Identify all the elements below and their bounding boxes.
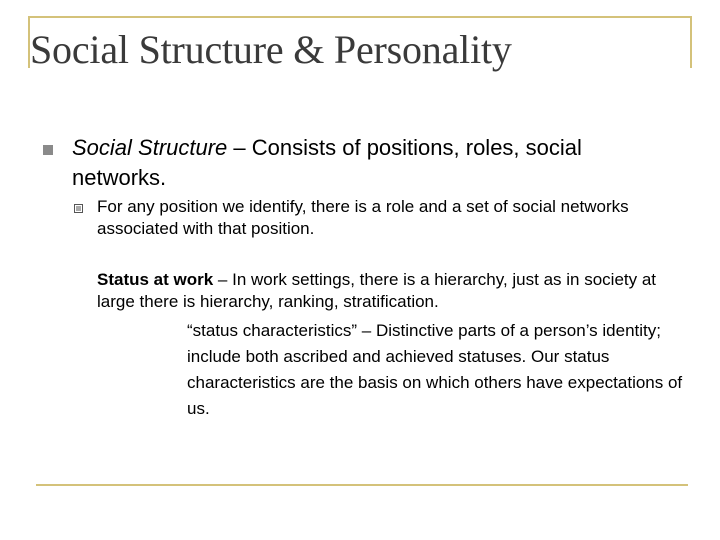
social-structure-definition: – Consists of positions, roles, social networks. bbox=[72, 135, 582, 190]
frame-line-right bbox=[690, 16, 692, 68]
square-bullet-icon bbox=[43, 145, 53, 155]
sub-bullet-position-role: For any position we identify, there is a role and a set of social networks associated with that position. bbox=[97, 197, 629, 238]
social-structure-term: Social Structure bbox=[72, 135, 228, 160]
slide-title: Social Structure & Personality bbox=[30, 27, 512, 72]
checkbox-bullet-icon bbox=[74, 204, 83, 213]
status-at-work-definition: – In work settings, there is a hierarchy, just as in society at large there is hierarchy, ranking, stratification. bbox=[97, 270, 657, 311]
frame-line-top bbox=[28, 16, 692, 18]
status-characteristics-paragraph: “status characteristics” – Distinctive parts of a person’s identity; include both ascribed and achieved statuses. Our status characteristics are the basis on which others have expectations of us. bbox=[187, 321, 683, 418]
status-at-work-term: Status at work bbox=[97, 270, 214, 289]
frame-line-bottom bbox=[36, 484, 688, 486]
bullet-social-structure bbox=[72, 133, 672, 193]
status-at-work-paragraph bbox=[97, 269, 677, 313]
